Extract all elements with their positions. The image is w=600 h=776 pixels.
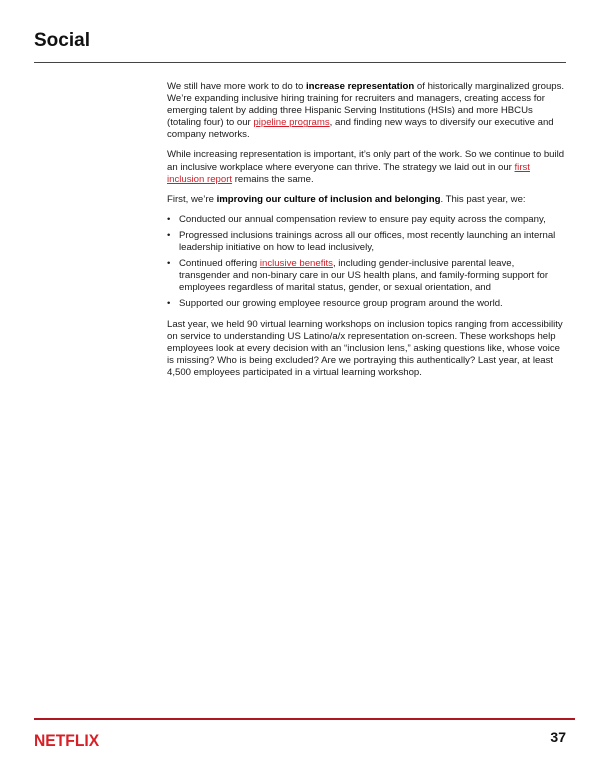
first-inclusion-report-link[interactable]: first inclusion report — [167, 161, 530, 185]
bullet-icon: • — [167, 298, 171, 310]
list-item-text: , including gender-inclusive parental leave, transgender and non-binary care in our US health plans, and family-forming support for employees regardless of marital status, gender, or sexual orientation, and — [179, 258, 549, 294]
bullet-icon: • — [167, 258, 171, 270]
text: , and finding new ways to diversify our executive and company networks. — [167, 117, 554, 141]
body-content — [167, 81, 565, 387]
list-item-text: Conducted our annual compensation review to ensure pay equity across the company, — [179, 213, 546, 225]
list-item — [167, 214, 565, 226]
netflix-logo: NETFLIX — [34, 731, 100, 750]
inclusive-benefits-link[interactable]: inclusive benefits — [259, 258, 333, 270]
paragraph-culture — [167, 194, 565, 206]
footer-divider — [34, 718, 575, 720]
list-item — [167, 258, 565, 294]
list-item-text: Supported our growing employee resource group program around the world. — [179, 298, 503, 310]
header-divider — [34, 62, 566, 63]
bullet-icon: • — [167, 229, 171, 241]
bullet-icon: • — [167, 213, 171, 225]
text: First, we’re — [167, 193, 217, 205]
emphasis: increase representation — [306, 81, 415, 92]
emphasis: improving our culture of inclusion and belonging — [216, 193, 441, 205]
list-item-text: Continued offering — [179, 258, 260, 270]
text: While increasing representation is important, it’s only part of the work. So we continue to build an inclusive workplace where everyone can thrive. The strategy we laid out in our — [167, 149, 565, 173]
pipeline-programs-link[interactable]: pipeline programs — [253, 117, 330, 129]
list-item — [167, 230, 565, 254]
paragraph-workshops: Last year, we held 90 virtual learning workshops on inclusion topics ranging from accessibility on service to understanding US Latino/a/x representation on-screen. These workshops help employees look at every decision with an “inclusion lens,” asking questions like, whose voice is missing? Who is being excluded? Are we portraying this authentically? Last year, at least 4,500 employees participated in a virtual learning workshop. — [167, 318, 563, 378]
text: remains the same. — [232, 173, 314, 185]
text: of historically marginalized groups. We’re expanding inclusive hiring training for recruiters and managers, creating access for emerging talent by adding three Hispanic Serving Institutions (HSIs) and more HBCUs (totaling four) to our — [167, 81, 565, 129]
list-item-text: Progressed inclusions trainings across all our offices, most recently launching an internal leadership initiative on how to lead inclusively, — [179, 229, 556, 254]
paragraph-inclusion — [167, 149, 565, 185]
actions-list — [167, 214, 565, 311]
text: We still have more work to do to — [167, 81, 306, 92]
text: . This past year, we: — [440, 193, 526, 205]
page-number: 37 — [550, 729, 566, 745]
paragraph-representation — [167, 81, 565, 141]
page-title: Social — [34, 30, 90, 51]
list-item — [167, 298, 565, 310]
